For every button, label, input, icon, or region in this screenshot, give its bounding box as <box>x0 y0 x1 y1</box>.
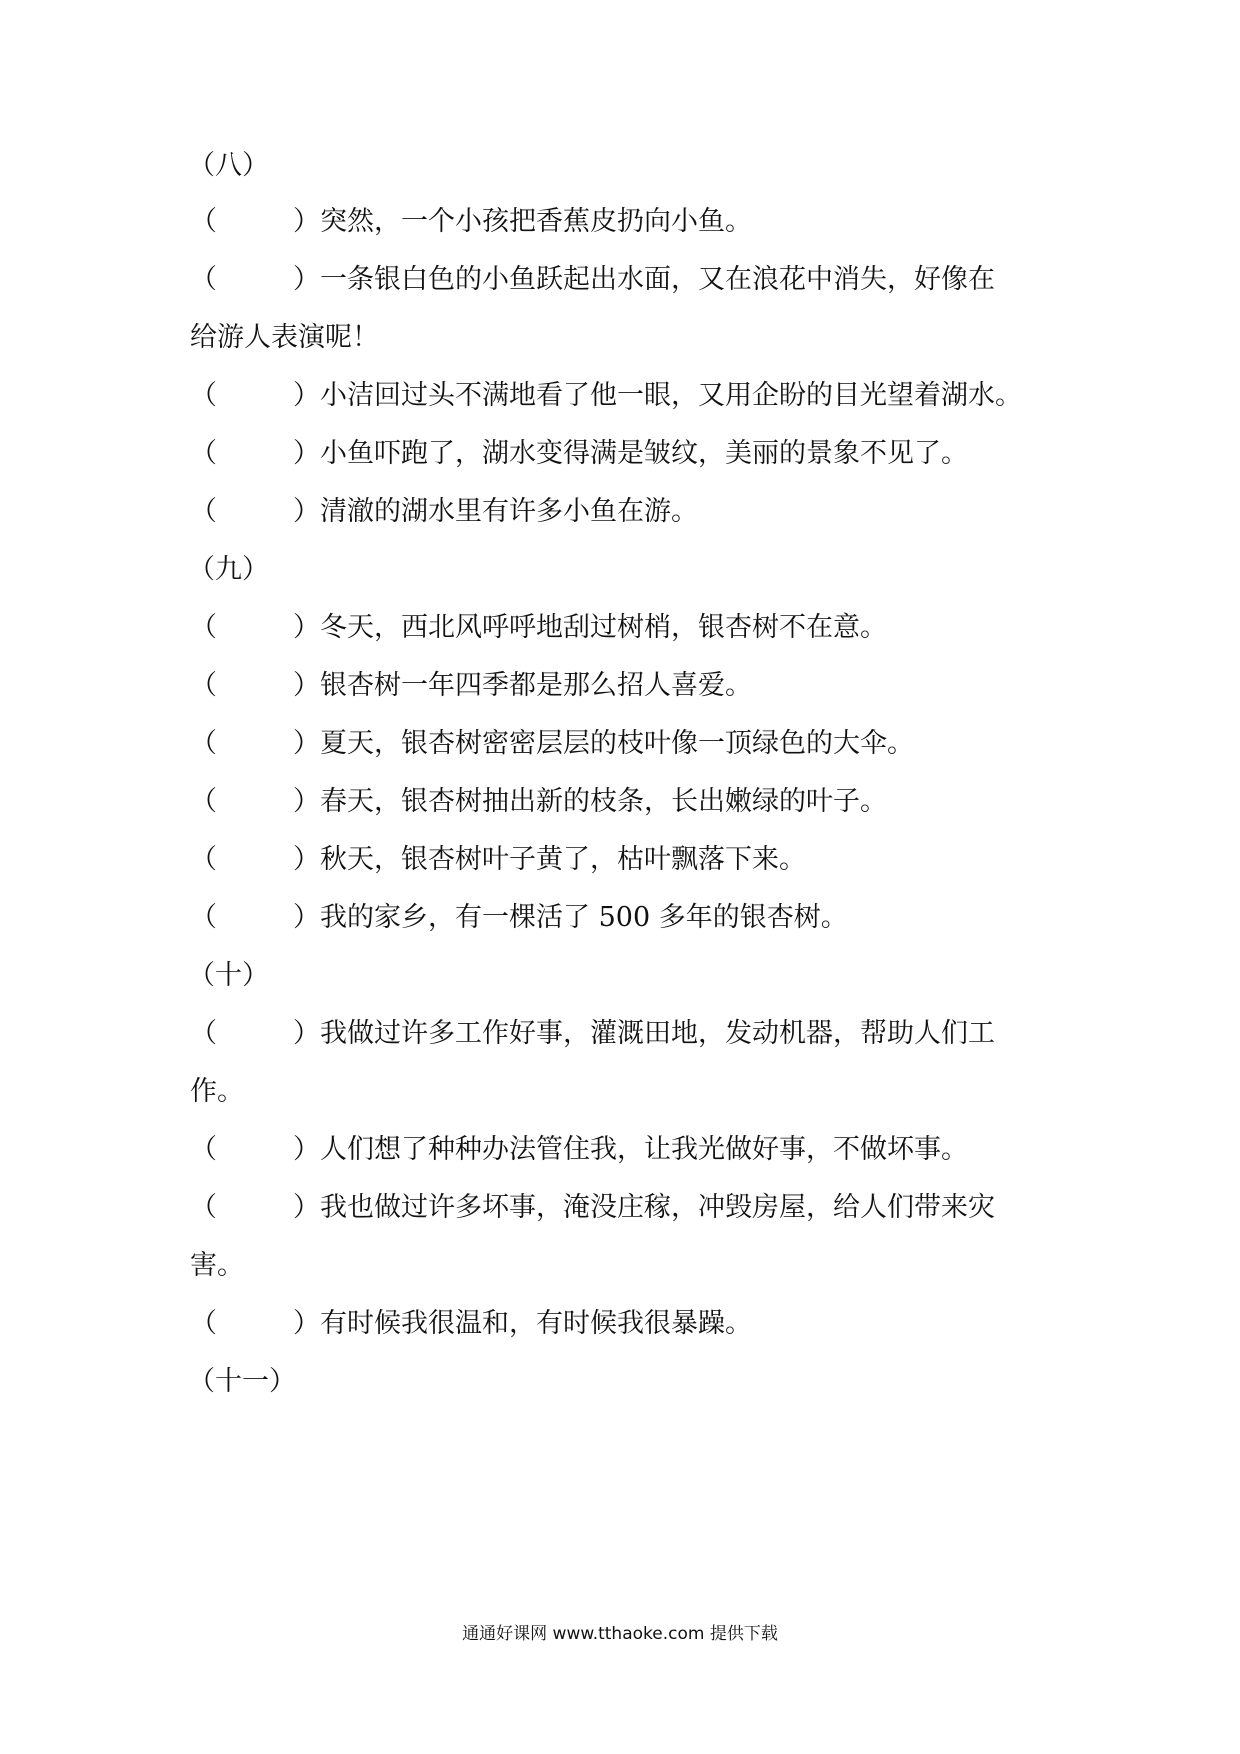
sentence-text: 人们想了种种办法管住我，让我光做好事，不做坏事。 <box>320 1134 968 1165</box>
answer-blank-close: ） <box>293 1192 320 1223</box>
section-heading: （十） <box>188 960 269 991</box>
list-item <box>190 260 1070 300</box>
sentence-text: 害。 <box>190 1250 244 1281</box>
list-item <box>190 1014 1070 1054</box>
list-item-continuation <box>190 1072 1070 1112</box>
page-footer: 通通好课网 www.tthaoke.com 提供下载 <box>462 1624 778 1644</box>
answer-blank-open: （ <box>190 902 217 933</box>
sentence-text: 秋天，银杏树叶子黄了，枯叶飘落下来。 <box>320 844 806 875</box>
sentence-text: 突然，一个小孩把香蕉皮扔向小鱼。 <box>320 206 752 237</box>
answer-blank-open: （ <box>190 670 217 701</box>
answer-blank-open: （ <box>190 786 217 817</box>
list-item-continuation <box>190 318 1070 358</box>
answer-blank-close: ） <box>293 206 320 237</box>
answer-blank-close: ） <box>293 844 320 875</box>
answer-blank-close: ） <box>293 1308 320 1339</box>
list-item <box>190 1304 1070 1344</box>
list-item <box>190 202 1070 242</box>
answer-blank-open: （ <box>190 1018 217 1049</box>
list-item <box>190 376 1070 416</box>
sentence-text: 作。 <box>190 1076 244 1107</box>
section-heading: （九） <box>188 554 269 585</box>
answer-blank-close: ） <box>293 264 320 295</box>
answer-blank-close: ） <box>293 1134 320 1165</box>
answer-blank-close: ） <box>293 1018 320 1049</box>
section-heading: （十一） <box>188 1366 296 1397</box>
answer-blank-open: （ <box>190 612 217 643</box>
answer-blank-close: ） <box>293 670 320 701</box>
answer-blank-open: （ <box>190 1134 217 1165</box>
section-heading: （八） <box>188 150 269 181</box>
answer-blank-close: ） <box>293 496 320 527</box>
answer-blank-close: ） <box>293 786 320 817</box>
list-item <box>190 1130 1070 1170</box>
answer-blank-open: （ <box>190 206 217 237</box>
answer-blank-open: （ <box>190 844 217 875</box>
answer-blank-open: （ <box>190 496 217 527</box>
answer-blank-open: （ <box>190 1308 217 1339</box>
sentence-text: 有时候我很温和，有时候我很暴躁。 <box>320 1308 752 1339</box>
list-item <box>190 666 1070 706</box>
list-item <box>190 434 1070 474</box>
sentence-text: 银杏树一年四季都是那么招人喜爱。 <box>320 670 752 701</box>
sentence-text: 我的家乡，有一棵活了 500 多年的银杏树。 <box>320 902 848 933</box>
list-item <box>190 898 1070 938</box>
sentence-text: 一条银白色的小鱼跃起出水面，又在浪花中消失，好像在 <box>320 264 995 295</box>
answer-blank-open: （ <box>190 264 217 295</box>
sentence-text: 冬天，西北风呼呼地刮过树梢，银杏树不在意。 <box>320 612 887 643</box>
answer-blank-open: （ <box>190 438 217 469</box>
sentence-text: 给游人表演呢！ <box>190 322 379 353</box>
list-item <box>190 840 1070 880</box>
list-item <box>190 1188 1070 1228</box>
list-item <box>190 608 1070 648</box>
answer-blank-open: （ <box>190 728 217 759</box>
sentence-text: 清澈的湖水里有许多小鱼在游。 <box>320 496 698 527</box>
list-item <box>190 724 1070 764</box>
answer-blank-close: ） <box>293 438 320 469</box>
sentence-text: 我做过许多工作好事，灌溉田地，发动机器，帮助人们工 <box>320 1018 995 1049</box>
sentence-text: 春天，银杏树抽出新的枝条，长出嫩绿的叶子。 <box>320 786 887 817</box>
list-item <box>190 782 1070 822</box>
answer-blank-open: （ <box>190 1192 217 1223</box>
answer-blank-close: ） <box>293 728 320 759</box>
answer-blank-close: ） <box>293 902 320 933</box>
answer-blank-open: （ <box>190 380 217 411</box>
list-item-continuation <box>190 1246 1070 1286</box>
answer-blank-close: ） <box>293 380 320 411</box>
answer-blank-close: ） <box>293 612 320 643</box>
sentence-text: 我也做过许多坏事，淹没庄稼，冲毁房屋，给人们带来灾 <box>320 1192 995 1223</box>
sentence-text: 小鱼吓跑了，湖水变得满是皱纹，美丽的景象不见了。 <box>320 438 968 469</box>
sentence-text: 小洁回过头不满地看了他一眼，又用企盼的目光望着湖水。 <box>320 380 1022 411</box>
sentence-text: 夏天，银杏树密密层层的枝叶像一顶绿色的大伞。 <box>320 728 914 759</box>
list-item <box>190 492 1070 532</box>
